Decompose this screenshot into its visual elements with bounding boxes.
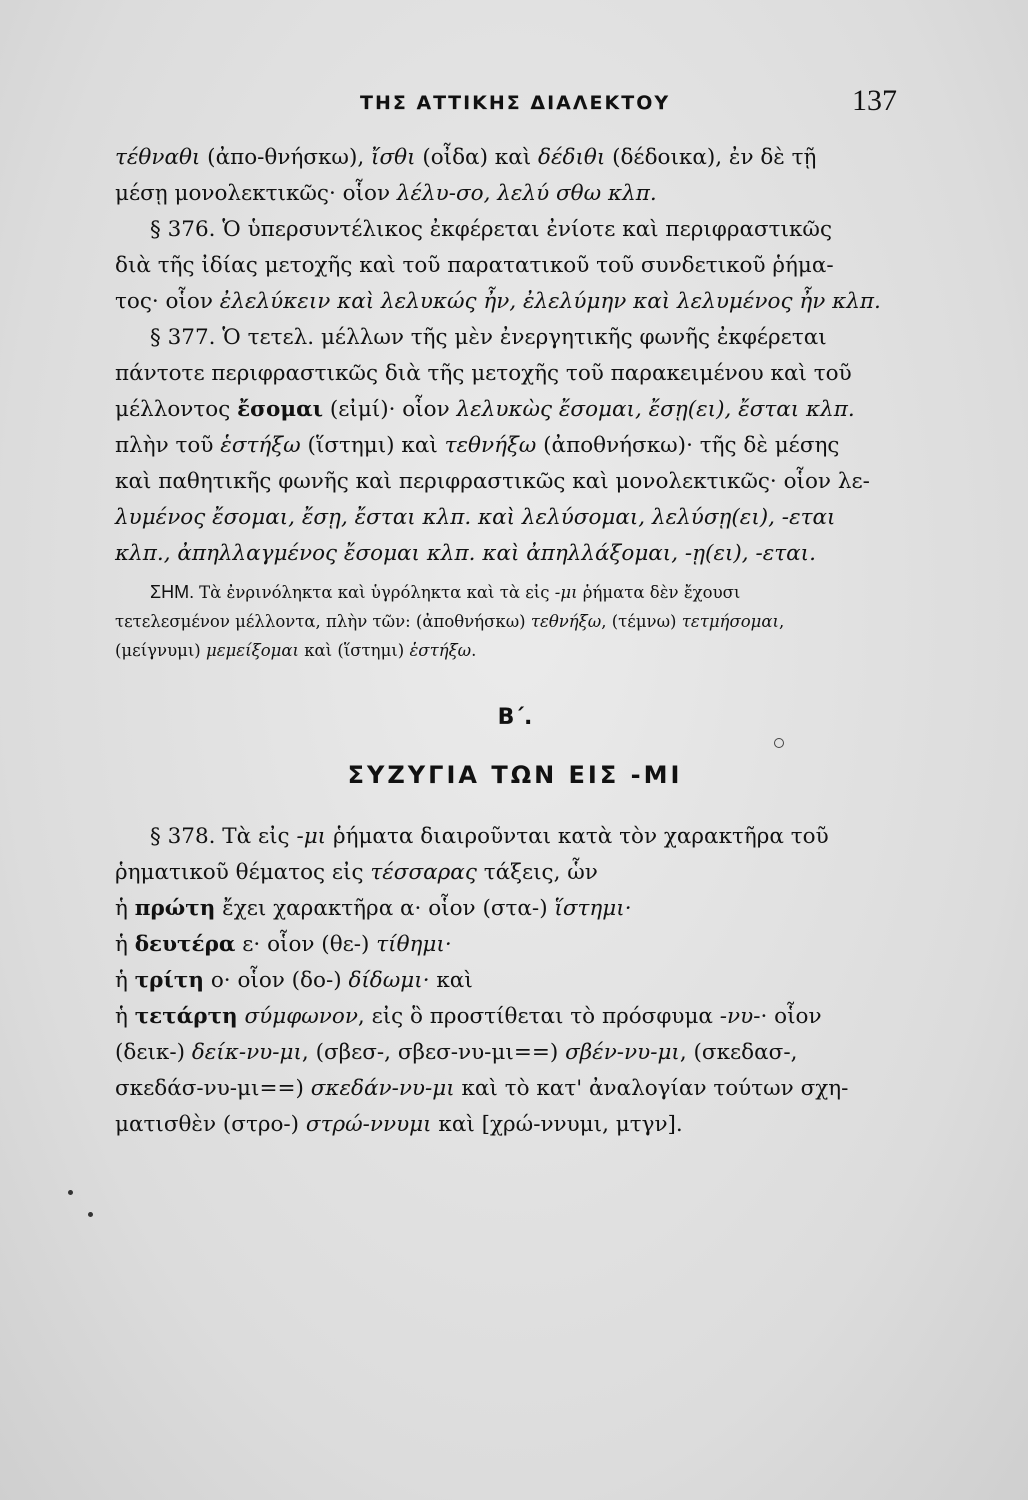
text-line	[115, 1071, 915, 1107]
italic-text: στρώ-ννυμι	[305, 1112, 432, 1137]
paper-speck	[88, 1212, 93, 1217]
text-run: ἡ	[115, 932, 135, 957]
italic-text: ἵστημι·	[554, 896, 632, 921]
text-run: § 376. Ὁ ὑπερσυντέλικος ἐκφέρεται ἐνίοτε καὶ περιφραστικῶς	[150, 217, 832, 242]
italic-text: τέθναθι	[115, 145, 201, 170]
italic-text: ἑστήξω	[409, 641, 472, 660]
text-run: (εἰμί)· οἷον	[323, 397, 457, 422]
text-run: (δέδοικα), ἐν δὲ τῇ	[605, 145, 817, 170]
italic-text: μεμείξομαι	[205, 641, 299, 660]
text-line	[115, 500, 915, 536]
paper-speck	[68, 1190, 73, 1195]
italic-text: σβέν-νυ-μι	[565, 1040, 680, 1065]
text-line	[115, 536, 915, 572]
italic-text: δέδιθι	[538, 145, 606, 170]
italic-text: τεθνήξω	[530, 612, 602, 631]
text-run: ο· οἷον (δο-)	[204, 968, 349, 993]
text-line	[115, 927, 915, 963]
italic-text: -μι	[296, 824, 327, 849]
text-run: καὶ [χρώ-ννυμι, μτγν].	[431, 1112, 683, 1137]
text-run: σκεδάσ-νυ-μι==)	[115, 1076, 311, 1101]
text-run: ῥήματα διαιροῦνται κατὰ τὸν χαρακτῆρα τοῦ	[326, 824, 829, 849]
italic-text: δίδωμι·	[348, 968, 430, 993]
note-line	[115, 607, 915, 636]
italic-text: τετμήσομαι	[681, 612, 779, 631]
footnote	[115, 578, 915, 665]
text-run: ῥηματικοῦ θέματος εἰς	[115, 860, 371, 885]
paper-speck	[774, 738, 784, 748]
text-run: καὶ	[429, 968, 473, 993]
text-line	[115, 1107, 915, 1143]
text-run: · οἷον	[760, 1004, 822, 1029]
text-line	[115, 999, 915, 1035]
text-run: (οἶδα) καὶ	[415, 145, 539, 170]
italic-text: -νυ-	[719, 1004, 761, 1029]
page-header	[0, 84, 1028, 124]
text-run: ἡ	[115, 896, 135, 921]
text-line	[115, 356, 915, 392]
text-run: καὶ τὸ κατ' ἀναλογίαν τούτων σχη-	[454, 1076, 849, 1101]
italic-text: λυμένος ἔσομαι, ἔσῃ, ἔσται κλπ. καὶ λελύσομαι, λελύσῃ(ει), -εται	[115, 505, 836, 530]
italic-text: τέσσαρας	[370, 860, 477, 885]
text-run: (ἀπο-θνήσκω),	[200, 145, 372, 170]
text-run: πάντοτε περιφραστικῶς διὰ τῆς μετοχῆς τοῦ παρακειμένου καὶ τοῦ	[115, 361, 852, 386]
text-line	[115, 428, 915, 464]
bold-text: ἔσομαι	[237, 397, 324, 422]
italic-text: ἐλελύκειν καὶ λελυκώς ἦν, ἐλελύμην καὶ λελυμένος ἦν κλπ.	[219, 289, 881, 314]
section-letter: Β΄.	[497, 705, 533, 730]
text-run: ἡ	[115, 968, 135, 993]
text-line	[115, 819, 915, 855]
text-line	[115, 464, 915, 500]
section-title: ΣΥΖΥΓΙΑ ΤΩΝ ΕΙΣ -ΜΙ	[347, 761, 683, 789]
bold-text: δευτέρα	[134, 932, 236, 957]
text-run: , εἰς ὃ προστίθεται τὸ πρόσφυμα	[357, 1004, 720, 1029]
text-run: μέλλοντος	[115, 397, 238, 422]
bold-text: τετάρτη	[134, 1004, 238, 1029]
text-run: § 378. Τὰ εἰς	[150, 824, 297, 849]
text-line	[115, 320, 915, 356]
text-run: ε· οἷον (θε-)	[235, 932, 377, 957]
bold-text: τρίτη	[134, 968, 204, 993]
text-line	[115, 176, 915, 212]
text-run: ματισθὲν (στρο-)	[115, 1112, 306, 1137]
italic-text: δείκ-νυ-μι	[191, 1040, 302, 1065]
text-run: μέσῃ μονολεκτικῶς· οἷον	[115, 181, 397, 206]
text-run: ἡ	[115, 1004, 135, 1029]
italic-text: τεθνήξω	[444, 433, 537, 458]
text-run: , (σβεσ-, σβεσ-νυ-μι==)	[301, 1040, 566, 1065]
text-run: διὰ τῆς ἰδίας μετοχῆς καὶ τοῦ παρατατικοῦ τοῦ συνδετικοῦ ῥήμα-	[115, 253, 834, 278]
text-run: § 377. Ὁ τετελ. μέλλων τῆς μὲν ἐνεργητικῆς φωνῆς ἐκφέρεται	[150, 325, 827, 350]
text-line	[115, 248, 915, 284]
running-title: ΤΗΣ ΑΤΤΙΚΗΣ ΔΙΑΛΕΚΤΟΥ	[360, 92, 671, 114]
text-run: πλὴν τοῦ	[115, 433, 221, 458]
italic-text: ἑστήξω	[220, 433, 301, 458]
paragraph-378	[115, 819, 915, 1143]
text-run: τος· οἷον	[115, 289, 220, 314]
text-line	[115, 284, 915, 320]
text-line	[115, 212, 915, 248]
text-run: Τὰ ἐνρινόληκτα καὶ ὑγρόληκτα καὶ τὰ εἰς	[199, 583, 555, 602]
note-line	[115, 636, 915, 665]
text-run: .	[471, 641, 477, 660]
text-run: ,	[778, 612, 785, 631]
text-run: , (τέμνω)	[601, 612, 682, 631]
text-run: τετελεσμένον μέλλοντα, πλὴν τῶν: (ἀποθνήσκω)	[115, 612, 531, 631]
italic-text: λελυκὼς ἔσομαι, ἔσῃ(ει), ἔσται κλπ.	[456, 397, 855, 422]
italic-text: -μι	[554, 583, 578, 602]
text-run: ῥήματα δὲν ἔχουσι	[577, 583, 741, 602]
text-run: (ἀποθνήσκω)· τῆς δὲ μέσης	[536, 433, 840, 458]
italic-text: σύμφωνον	[237, 1004, 358, 1029]
italic-text: λέλυ-σο, λελύ σθω κλπ.	[396, 181, 657, 206]
paragraphs-375-377	[115, 140, 915, 572]
bold-text: πρώτη	[134, 896, 216, 921]
text-line	[115, 1035, 915, 1071]
text-line	[115, 140, 915, 176]
text-line	[115, 855, 915, 891]
text-run: καὶ παθητικῆς φωνῆς καὶ περιφραστικῶς καὶ μονολεκτικῶς· οἷον λε-	[115, 469, 870, 494]
italic-text: κλπ., ἀπηλλαγμένος ἔσομαι κλπ. καὶ ἀπηλλάξομαι, -ῃ(ει), -εται.	[115, 541, 816, 566]
italic-text: τίθημι·	[376, 932, 452, 957]
text-run: ἔχει χαρακτῆρα α· οἷον (στα-)	[215, 896, 555, 921]
note-line	[115, 578, 915, 607]
note-label: ΣΗΜ.	[150, 582, 200, 602]
text-line	[115, 963, 915, 999]
text-line	[115, 392, 915, 428]
text-run: τάξεις, ὧν	[476, 860, 598, 885]
italic-text: σκεδάν-νυ-μι	[310, 1076, 455, 1101]
page-body	[115, 140, 915, 1143]
text-run: (δεικ-)	[115, 1040, 192, 1065]
text-run: καὶ (ἵστημι)	[298, 641, 410, 660]
italic-text: ἴσθι	[371, 145, 416, 170]
text-run: (μείγνυμι)	[115, 641, 206, 660]
text-run: , (σκεδασ-,	[679, 1040, 798, 1065]
text-run: (ἵστημι) καὶ	[300, 433, 445, 458]
page-number: 137	[852, 84, 897, 117]
text-line	[115, 891, 915, 927]
